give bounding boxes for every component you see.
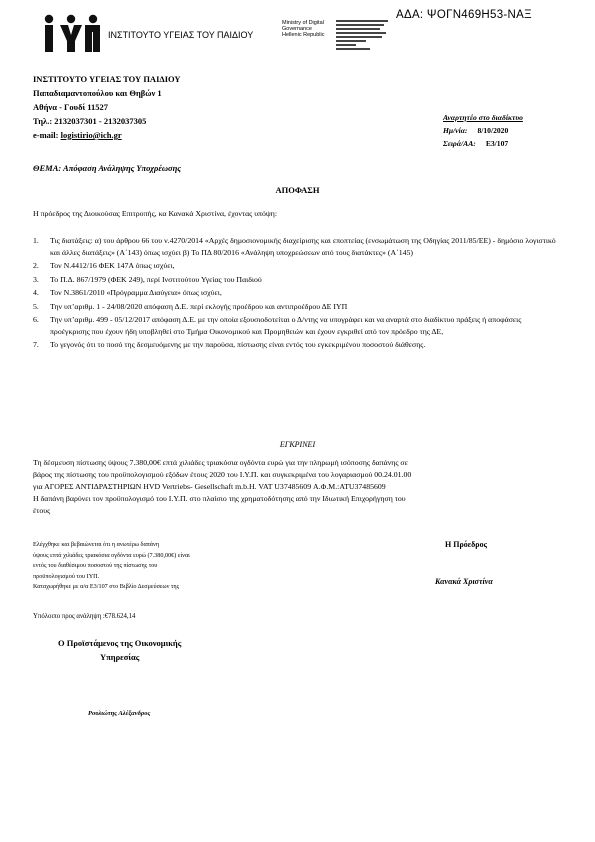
org-city: Αθήνα - Γουδί 11527 [33, 102, 109, 112]
serial-label: Σειρά/ΑΑ: [443, 139, 476, 148]
gov-label: Ministry of Digital Governance Hellenic Republic [282, 20, 325, 39]
list-item: 4. Τον Ν.3861/2010 «Πρόγραμμα Διαύγεια» όπως ισχύει, [33, 288, 222, 297]
verification-note: Ελέγχθηκε και βεβαιώνεται ότι η ανωτέρω δαπάνη ύψους επτά χιλιάδες τριακόσια ογδόντα ευρώ (7.380,00€) είναι εντός του διαθέσιμου ποσοστού της πίστωσης του προϋπολογισμού του ΙΥΠ. Καταχωρήθηκε με α/α Ε3/107 στο Βιβλίο Δεσμεύσεων της [33, 541, 190, 590]
finance-head-title: Ο Προϊστάμενος της Οικονομικής Υπηρεσίας [58, 638, 182, 662]
list-item: 1. Τις διατάξεις: α) του άρθρου 66 του ν.4270/2014 «Αρχές δημοσιονομικής διαχείρισης και εποπτείας (ενσωμάτωση της Οδηγίας 2011/85/ΕΕ) - δημόσιο λογιστικό και άλλες διατάξεις» (Α΄143) όπως ισχύει β) Το ΠΔ 80/2016 «Ανάληψη υποχρεώσεων από τους διατάκτες» (Α΄145) [33, 236, 556, 257]
email-link[interactable]: logistirio@ich.gr [60, 130, 122, 140]
org-address: Παπαδιαμαντοπούλου και Θηβών 1 [33, 88, 162, 98]
sender-header [33, 72, 181, 142]
list-item: 3. Το Π.Δ. 867/1979 (ΦΕΚ 249), περί Ινστιτούτου Υγείας του Παιδιού [33, 274, 262, 284]
list-item: 5. Την υπ’αριθμ. 1 - 24/08/2020 απόφαση Δ.Ε. περί εκλογής προέδρου και αντιπροέδρου ΔΕ ΙΥΠ [33, 301, 348, 311]
list-item: 6. Την υπ’αριθμ. 499 - 05/12/2017 απόφαση Δ.Ε. με την οποία εξουσιοδοτείται ο Δ/ντης να υπογράφει και να αναρτά στο διαδίκτυο πράξεις ή αποφάσεις προέγκρισης που έχουν ήδη υποβληθεί στο Τμήμα Οικονομικού και Προμηθειών και έχουν εγκριθεί από τον πρόεδρο της ΔΕ, [33, 315, 522, 336]
gov-text-block-icon [336, 20, 396, 56]
list-item: 2. Τον Ν.4412/16 ΦΕΚ 147Α όπως ισχύει, [33, 261, 175, 270]
remaining-balance: Υπόλοιπο προς ανάληψη :€78.624,14 [33, 613, 136, 620]
president-title: Η Πρόεδρος [445, 540, 487, 549]
president-name: Κανακά Χριστίνα [435, 577, 493, 586]
list-item: 7. Το γεγονός ότι το ποσό της δεσμευόμενης με την παρούσα, πίστωσης είναι εντός του εγκεκριμένου ποσοστού διάθεσης. [33, 340, 426, 349]
serial-value: Ε3/107 [485, 139, 509, 148]
intro-text: Η πρόεδρος της Διοικούσας Επιτροπής, κα Κανακά Χριστίνα, έχοντας υπόψη: [33, 209, 278, 218]
subject-line: ΘΕΜΑ: Απόφαση Ανάληψης Υποχρέωσης [33, 163, 182, 173]
approval-body: Τη δέσμευση πίστωσης ύψους 7.380,00€ επτά χιλιάδες τριακόσια ογδόντα ευρώ για την πληρωμή ισόποσης δαπάνης σε βάρος της πίστωσης του προϋπολογισμού εξόδων έτους 2020 του Ι.Υ.Π. και συγκεκριμένα του λογαριασμού 00.24.01.00 για ΑΓΟΡΕΣ ΑΝΤΙΔΡΑΣΤΗΡΙΩΝ HVD Vertriebs- Gesellschaft m.b.H. VAT U37485609 Α.Φ.Μ.:ATU37485609 Η δαπάνη βαρύνει τον προϋπολογισμό του Ι.Υ.Π. στο πλαίσιο της χρηματοδότησης από την Ιδιωτική Επιχορήγηση του έτους [33, 458, 412, 515]
date-label: Ημ/νία: [443, 126, 468, 135]
institute-logo [40, 14, 102, 54]
considerations-list [33, 235, 563, 353]
date-value: 8/10/2020 [477, 126, 509, 135]
signatory-name: Ρουλιώτης Αλέξανδρος [88, 710, 151, 717]
decision-title: ΑΠΟΦΑΣΗ [275, 185, 320, 195]
approval-heading: ΕΓΚΡΙΝΕΙ [279, 440, 316, 449]
org-phone: Τηλ.: 2132037301 - 2132037305 [33, 116, 147, 126]
institute-name: ΙΝΣΤΙΤΟΥΤΟ ΥΓΕΙΑΣ ΤΟΥ ΠΑΙΔΙΟΥ [108, 30, 254, 40]
publish-note: Αναρτητέο στο διαδίκτυο [443, 113, 523, 122]
email-label: e-mail: [33, 130, 59, 140]
ada-code: ΑΔΑ: ΨΟΓΝ469Η53-ΝΑΞ [396, 9, 532, 21]
document-meta [443, 111, 523, 150]
org-name: ΙΝΣΤΙΤΟΥΤΟ ΥΓΕΙΑΣ ΤΟΥ ΠΑΙΔΙΟΥ [33, 74, 181, 84]
